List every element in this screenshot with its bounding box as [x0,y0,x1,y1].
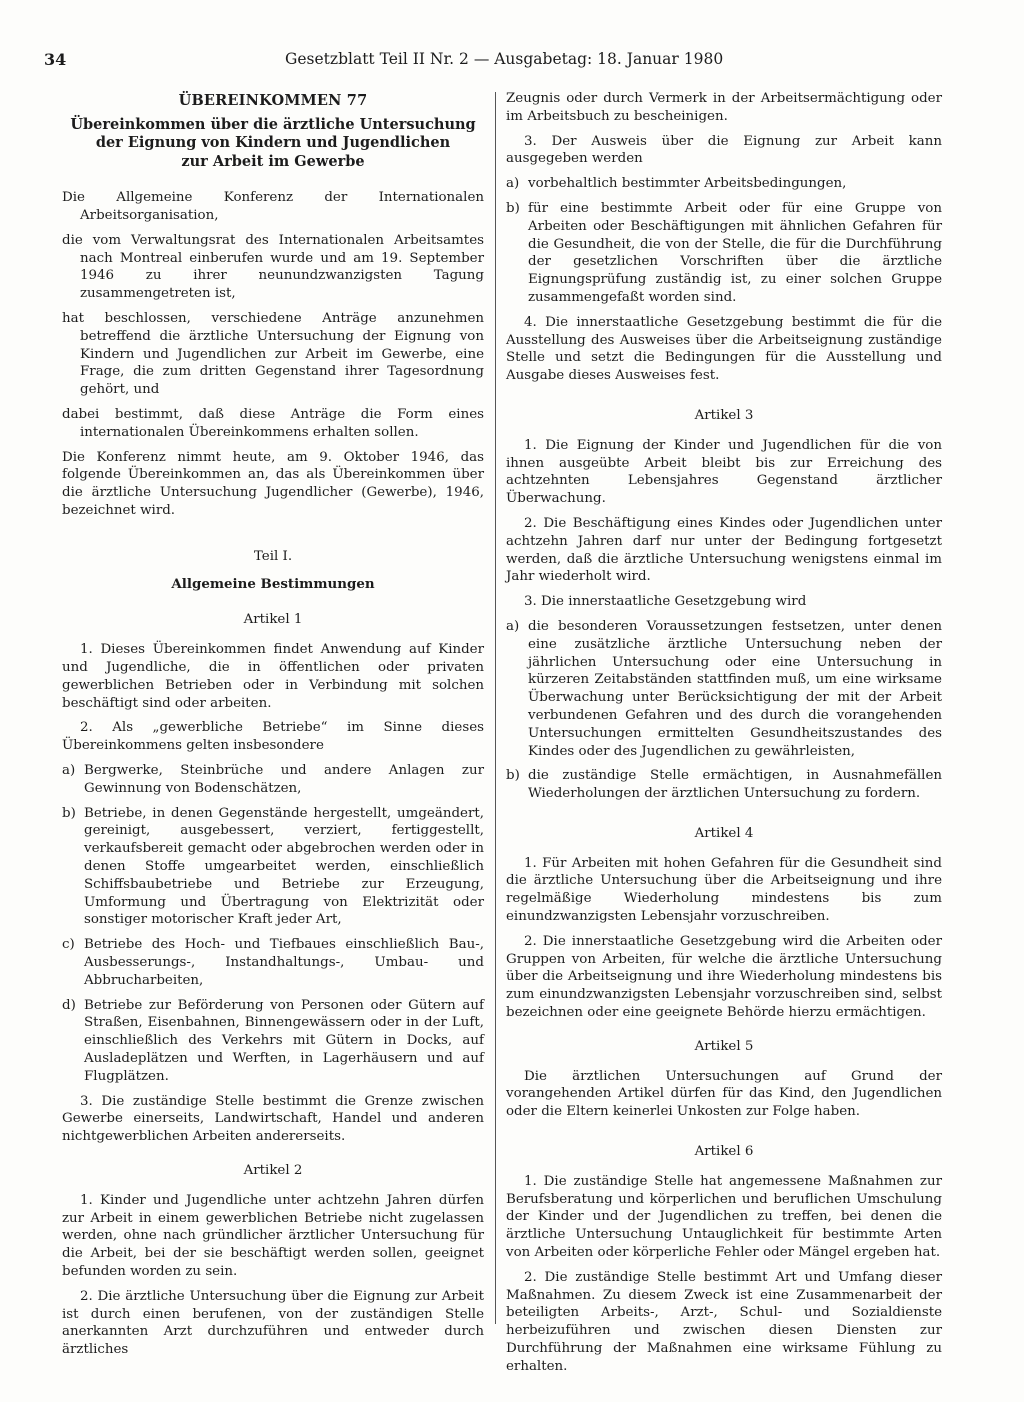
adoption-paragraph: Die Konferenz nimmt heute, am 9. Oktober 1946, das folgende Übereinkommen an, das als Übereinkommen über die ärztliche Untersuchung Jugendlicher (Gewerbe), 1946, bezeichnet wird. [62,449,484,519]
list-item [506,767,942,803]
article-paragraph: 3. Die innerstaatliche Gesetzgebung wird [524,594,807,610]
article-paragraph: 1. Die zuständige Stelle hat angemessene Maßnahmen zur Berufsberatung und körperlichen und beruflichen Umschulung der Kinder und der Jugendlichen zu treffen, bei denen die ärztliche Untersuchung Untauglichkeit für bestimmte Arten von Arbeiten oder körperliche Fehler oder Mängel ergeben hat. [506,1173,942,1261]
list-item-label: b) [62,805,76,821]
preamble-paragraph: dabei bestimmt, daß diese Anträge die Form eines internationalen Übereinkommens erhalten sollen. [62,407,484,440]
subtitle-line: Übereinkommen über die ärztliche Untersuchung [70,115,476,133]
part-title: Teil I. [253,548,293,564]
list-item [62,805,484,930]
list-item-label: d) [62,997,76,1013]
article-paragraph: 2. Als „gewerbliche Betriebe“ im Sinne dieses Übereinkommens gelten insbesondere [62,720,484,754]
list-item [506,175,942,193]
list-item-text: die besonderen Voraussetzungen festsetzen, unter denen eine zusätzliche ärztliche Untersuchung neben der jährlichen Untersuchung oder eine Untersuchung in kürzeren Zeitabständen stattfinden muß, um eine wirksame Überwachung unter Berücksichtigung der mit der Arbeit verbundenen Gefahren und des durch die vorangehenden Untersuchungen ermittelten Gesundheitszustandes des Kindes oder des Jugendlichen zu gewährleisten, [528,618,942,759]
preamble-paragraph: Die Allgemeine Konferenz der Internationalen Arbeitsorganisation, [62,190,484,224]
article-paragraph: 2. Die ärztliche Untersuchung über die Eignung zur Arbeit ist durch einen berufenen, von der zuständigen Stelle anerkannten Arzt durchzuführen und entweder durch ärztliches [62,1288,484,1358]
running-head: Gesetzblatt Teil II Nr. 2 — Ausgabetag: 18. Januar 1980 [285,50,724,68]
article-paragraph: 3. Der Ausweis über die Eignung zur Arbeit kann ausgegeben werden [506,133,942,167]
article-paragraph: Die ärztlichen Untersuchungen auf Grund der vorangehenden Artikel dürfen für das Kind, den Jugendlichen oder die Eltern keinerlei Unkosten zur Folge haben. [506,1068,942,1120]
article-paragraph: 1. Dieses Übereinkommen findet Anwendung auf Kinder und Jugendliche, die in öffentlichen oder privaten gewerblichen Betrieben oder in Verbindung mit solchen beschäftigt sind oder arbeiten. [62,642,484,711]
article-paragraph: Zeugnis oder durch Vermerk in der Arbeitsermächtigung oder im Arbeitsbuch zu bescheinigen. [506,91,942,124]
list-item-label: b) [506,200,520,216]
left-column [62,90,484,1359]
article-paragraph: 4. Die innerstaatliche Gesetzgebung bestimmt die für die Ausstellung des Ausweises über die Arbeitseignung zuständige Stelle und setzt die Bedingungen für die Ausstellung und Ausgabe dieses Ausweises fest. [506,314,942,384]
article-6-title: Artikel 6 [694,1144,754,1160]
subtitle-line: der Eignung von Kindern und Jugendlichen [95,134,451,152]
article-paragraph: 2. Die innerstaatliche Gesetzgebung wird die Arbeiten oder Gruppen von Arbeiten, für welche die ärztliche Untersuchung über die Arbeitseignung und ihre Wiederholung mindestens bis zum einundzwanzigsten Lebensjahr vorzuschreiben sind, selbst bezeichnen oder eine geeignete Behörde hierzu ermächtigen. [506,933,942,1021]
article-paragraph: 1. Für Arbeiten mit hohen Gefahren für die Gesundheit sind die ärztliche Untersuchung über die Arbeitseignung und ihre regelmäßige Wiederholung mindestens bis zum einundzwanzigsten Lebensjahr vorzuschreiben. [506,855,942,925]
list-item-text: für eine bestimmte Arbeit oder für eine Gruppe von Arbeiten oder Beschäftigungen mit ähnlichen Gefahren für die Gesundheit, die von der Stelle, die für die Durchführung der gesetzlichen Vorschriften über die ärztliche Eignungsprüfung zuständig ist, zu einer solchen Gruppe zusammengefaßt worden sind. [528,200,942,305]
article-3-title: Artikel 3 [694,407,754,423]
list-item-label: a) [506,618,520,634]
page-number: 34 [44,50,67,69]
preamble-paragraph: hat beschlossen, verschiedene Anträge anzunehmen betreffend die ärztliche Untersuchung der Eignung von Kindern und Jugendlichen zur Arbeit im Gewerbe, eine Frage, die zum dritten Gegenstand ihrer Tagesordnung gehört, und [62,311,484,398]
list-item-text: die zuständige Stelle ermächtigen, in Ausnahmefällen Wiederholungen der ärztlichen Untersuchung zu fordern. [528,768,942,802]
page-header [0,50,1024,76]
part-subtitle: Allgemeine Bestimmungen [171,575,375,592]
article-paragraph: 2. Die zuständige Stelle bestimmt Art und Umfang dieser Maßnahmen. Zu diesem Zweck ist eine Zusammenarbeit der beteiligten Arbeits-, Arzt-, Schul- und Sozialdienste herbeizuführen und zwischen diesen Diensten zur Durchführung der Maßnahmen eine wirksame Fühlung zu erhalten. [506,1269,942,1374]
list-item-text: Betriebe zur Beförderung von Personen oder Gütern auf Straßen, Eisenbahnen, Binnengewässern oder in der Luft, einschließlich des Verkehrs mit Gütern in Docks, auf Ausladeplätzen und Werften, in Lagerhäusern und auf Flugplätzen. [84,997,484,1084]
article-1-title: Artikel 1 [243,612,303,628]
list-item-label: a) [506,176,520,192]
subtitle-line: zur Arbeit im Gewerbe [181,152,365,170]
right-column [506,90,942,1376]
list-item-label: c) [62,937,75,953]
preamble-paragraph: die vom Verwaltungsrat des Internationalen Arbeitsamtes nach Montreal einberufen wurde und am 19. September 1946 zu ihrer neunundzwanzigsten Tagung zusammengetreten ist, [62,232,484,302]
list-item-text: Bergwerke, Steinbrüche und andere Anlagen zur Gewinnung von Bodenschätzen, [84,763,484,796]
list-item-text: Betriebe des Hoch- und Tiefbaues einschließlich Bau-, Ausbesserungs-, Instandhaltungs-, Umbau- und Abbrucharbeiten, [84,937,484,988]
list-item-text: vorbehaltlich bestimmter Arbeitsbedingungen, [528,176,847,192]
article-5-title: Artikel 5 [694,1038,754,1054]
list-item-text: Betriebe, in denen Gegenstände hergestellt, umgeändert, gereinigt, ausgebessert, verziert, fertiggestellt, verkaufsbereit gemacht oder abgebrochen werden oder in denen Stoffe umgearbeitet werden, einschließlich Schiffsbaubetriebe und Betriebe zur Erzeugung, Umformung und Übertragung von Elektrizität oder sonstiger motorischer Kraft jeder Art, [84,805,484,928]
convention-subtitle [62,116,484,172]
article-paragraph: 1. Kinder und Jugendliche unter achtzehn Jahren dürfen zur Arbeit in einem gewerblichen Betriebe nicht zugelassen werden, ohne nach gründlicher ärztlicher Untersuchung für die Arbeit, bei der sie beschäftigt werden sollen, geeignet befunden worden zu sein. [62,1192,484,1279]
article-paragraph: 3. Die zuständige Stelle bestimmt die Grenze zwischen Gewerbe einerseits, Landwirtschaft, Handel und anderen nichtgewerblichen Arbeiten andererseits. [62,1093,484,1145]
article-paragraph: 2. Die Beschäftigung eines Kindes oder Jugendlichen unter achtzehn Jahren darf nur unter der Bedingung fortgesetzt werden, daß die ärztliche Untersuchung wenigstens einmal im Jahr wiederholt wird. [506,515,942,585]
list-item [506,618,942,760]
article-4-title: Artikel 4 [694,825,754,841]
list-item [62,762,484,798]
list-item-label: a) [62,763,76,779]
article-paragraph: 1. Die Eignung der Kinder und Jugendlichen für die von ihnen ausgeübte Arbeit bleibt bis zur Erreichung des achtzehnten Lebensjahres Gegenstand ärztlicher Überwachung. [506,437,942,507]
list-item-label: b) [506,768,520,784]
list-item [62,997,484,1086]
list-item [62,936,484,989]
list-item [506,200,942,307]
convention-title: ÜBEREINKOMMEN 77 [178,92,368,109]
article-2-title: Artikel 2 [243,1162,303,1178]
column-divider [495,92,496,1324]
